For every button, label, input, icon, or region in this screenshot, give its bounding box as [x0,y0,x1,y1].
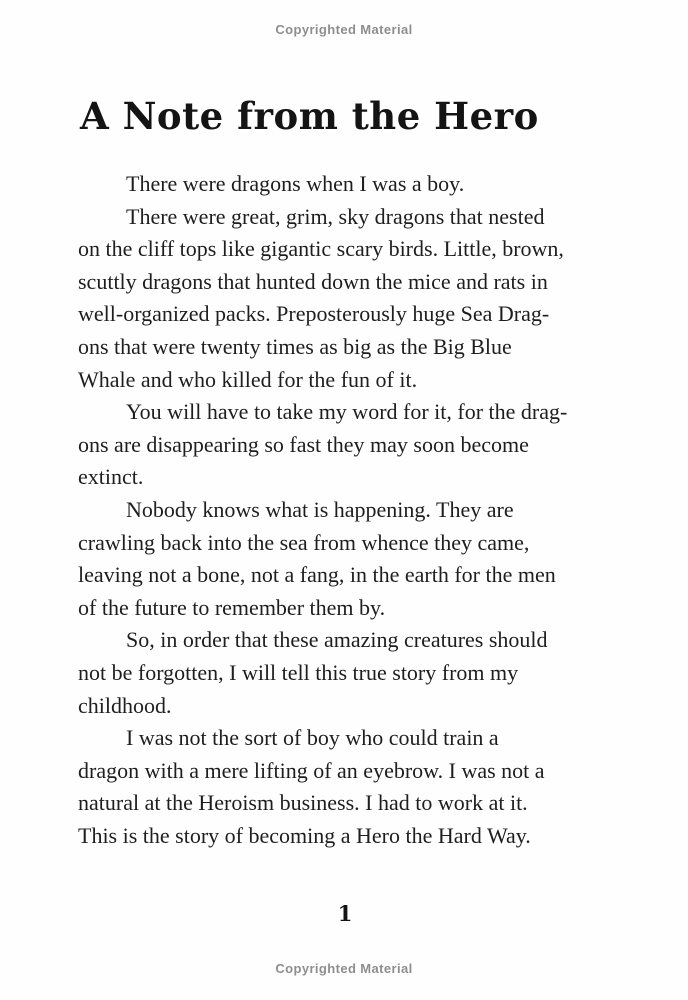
body-line: So, in order that these amazing creatures should [126,627,548,653]
body-line: crawling back into the sea from whence they came, [78,529,530,555]
body-text [78,168,612,852]
body-line: There were great, grim, sky dragons that nested [126,203,545,229]
body-line: Whale and who killed for the fun of it. [78,366,418,392]
copyright-notice-bottom: Copyrighted Material [275,961,413,976]
body-line: of the future to remember them by. [78,594,386,620]
body-line: I was not the sort of boy who could train a [126,725,499,751]
body-line: You will have to take my word for it, for the drag- [126,399,568,425]
body-line: Nobody knows what is happening. They are [126,496,514,522]
body-line: childhood. [78,692,172,718]
body-line: There were dragons when I was a boy. [126,171,465,196]
body-line: well-organized packs. Preposterously huge Sea Drag- [78,301,550,327]
copyright-notice-top: Copyrighted Material [275,22,413,37]
body-line: ons that were twenty times as big as the Big Blue [78,333,512,359]
chapter-title: A Note from the Hero [80,94,539,138]
body-line: leaving not a bone, not a fang, in the earth for the men [78,562,556,588]
body-line: natural at the Heroism business. I had to work at it. [78,790,528,816]
body-line: extinct. [78,464,144,490]
body-line: dragon with a mere lifting of an eyebrow. I was not a [78,757,545,783]
body-line: This is the story of becoming a Hero the Hard Way. [78,822,531,848]
page-number: 1 [337,901,353,926]
body-line: scuttly dragons that hunted down the mice and rats in [78,268,548,294]
body-line: ons are disappearing so fast they may soon become [78,431,529,457]
body-line: on the cliff tops like gigantic scary birds. Little, brown, [78,236,564,262]
body-line: not be forgotten, I will tell this true story from my [78,659,519,685]
